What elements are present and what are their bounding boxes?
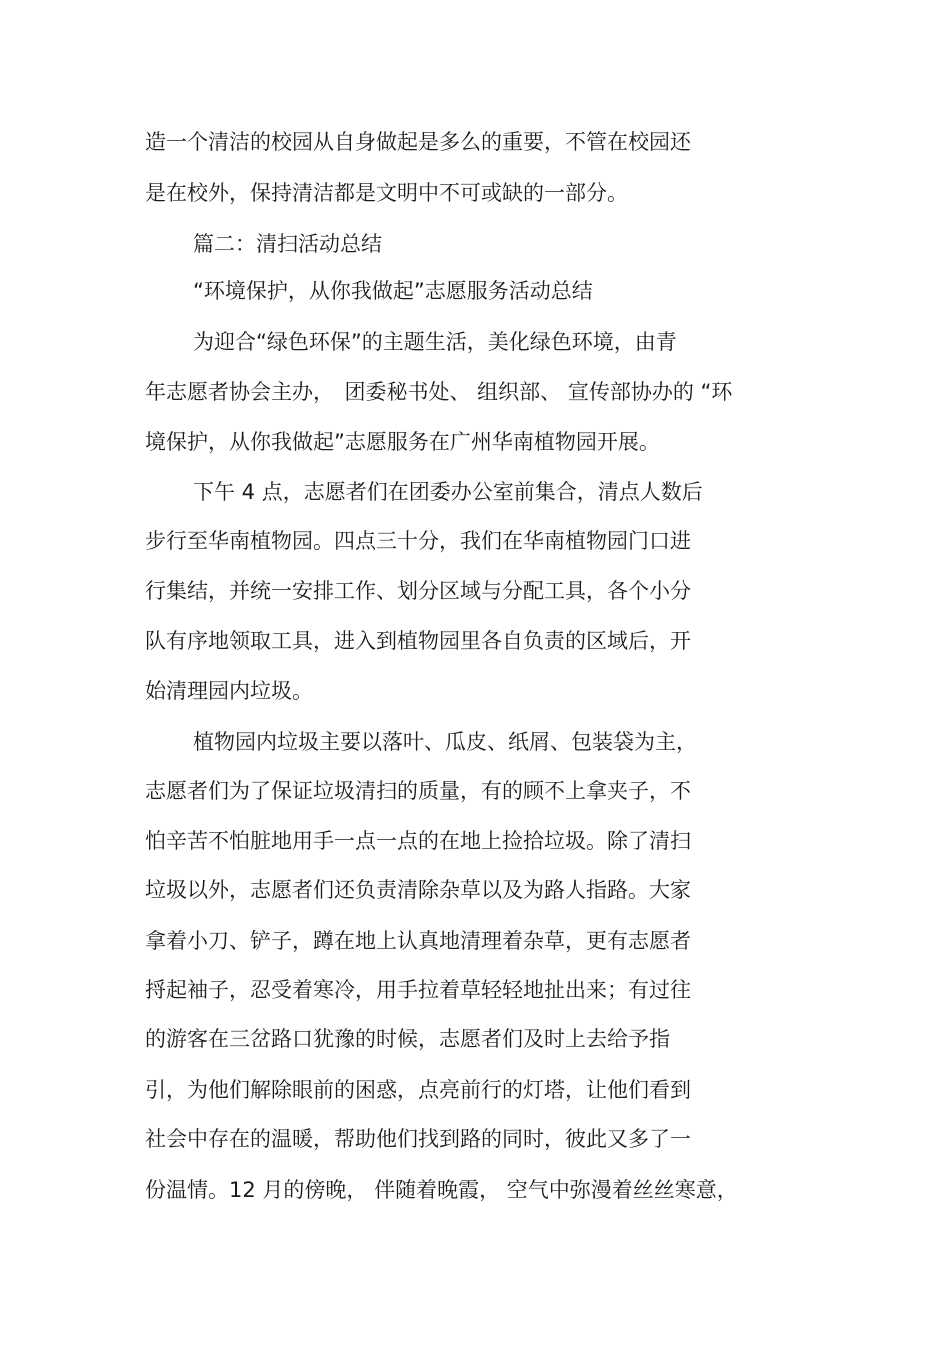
text-line-14: 志愿者们为了保证垃圾清扫的质量，有的顾不上拿夹子，不 <box>145 779 691 803</box>
text-line-10: 行集结，并统一安排工作、划分区域与分配工具，各个小分 <box>145 579 691 603</box>
section-heading: 篇二：清扫活动总结 <box>193 232 382 256</box>
text-line-6: 年志愿者协会主办， 团委秘书处、 组织部、 宣传部协办的 “环 <box>145 380 733 404</box>
text-line-17: 拿着小刀、铲子，蹲在地上认真地清理着杂草，更有志愿者 <box>145 929 691 953</box>
text-line-5: 为迎合“绿色环保”的主题生活，美化绿色环境，由青 <box>193 330 677 354</box>
text-line-8: 下午 4 点，志愿者们在团委办公室前集合，清点人数后 <box>193 480 703 504</box>
text-line-13: 植物园内垃圾主要以落叶、瓜皮、纸屑、包装袋为主， <box>193 730 697 754</box>
text-line-1: 造一个清洁的校园从自身做起是多么的重要，不管在校园还 <box>145 130 691 154</box>
text-line-18: 捋起袖子，忍受着寒冷，用手拉着草轻轻地扯出来；有过往 <box>145 978 691 1002</box>
text-line-15: 怕辛苦不怕脏地用手一点一点的在地上捡拾垃圾。除了清扫 <box>145 829 691 853</box>
article-title: “环境保护，从你我做起”志愿服务活动总结 <box>193 279 593 303</box>
text-line-21: 社会中存在的温暖，帮助他们找到路的同时，彼此又多了一 <box>145 1127 691 1151</box>
text-line-9: 步行至华南植物园。四点三十分，我们在华南植物园门口进 <box>145 529 691 553</box>
text-line-7: 境保护，从你我做起”志愿服务在广州华南植物园开展。 <box>145 430 660 454</box>
text-line-11: 队有序地领取工具，进入到植物园里各自负责的区域后，开 <box>145 629 691 653</box>
text-line-16: 垃圾以外，志愿者们还负责清除杂草以及为路人指路。大家 <box>145 878 691 902</box>
text-line-22: 份温情。12 月的傍晚， 伴随着晚霞， 空气中弥漫着丝丝寒意， <box>145 1178 738 1202</box>
text-line-12: 始清理园内垃圾。 <box>145 679 313 703</box>
text-line-19: 的游客在三岔路口犹豫的时候，志愿者们及时上去给予指 <box>145 1027 670 1051</box>
text-line-20: 引，为他们解除眼前的困惑，点亮前行的灯塔，让他们看到 <box>145 1078 691 1102</box>
text-line-2: 是在校外，保持清洁都是文明中不可或缺的一部分。 <box>145 181 628 205</box>
